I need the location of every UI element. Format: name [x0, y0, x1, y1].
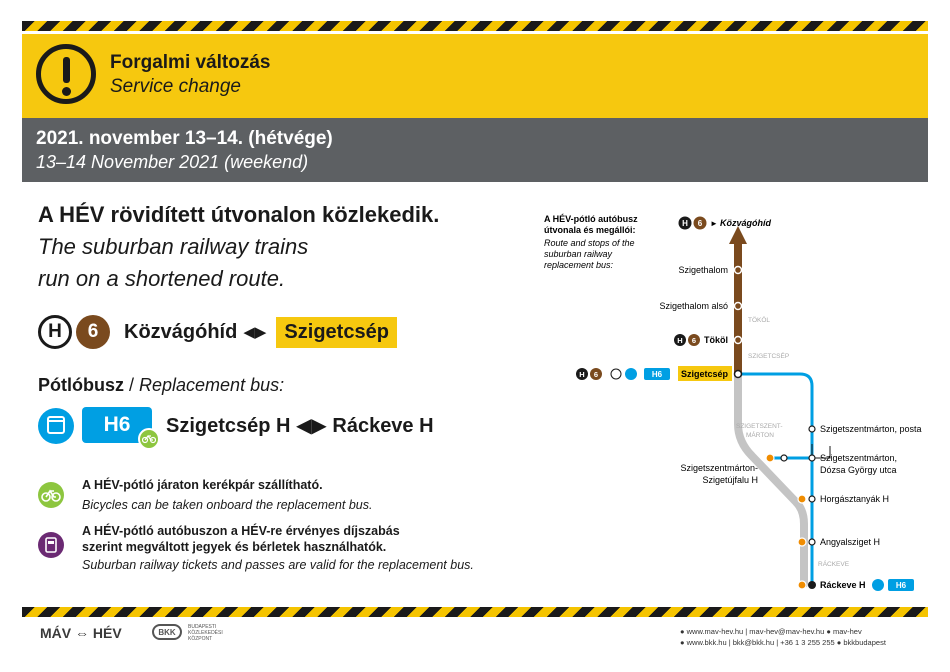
bus-stop-label: Szigetszentmárton, posta: [820, 424, 922, 434]
date-en: 13–14 November 2021 (weekend): [36, 152, 309, 172]
area-label: RÁCKEVE: [818, 561, 850, 568]
bicycle-note-en: Bicycles can be taken onboard the replacement bus.: [82, 498, 373, 512]
bus-icon: [625, 368, 637, 380]
bus-stop-marker: [809, 426, 815, 432]
map-legend-hu-2: útvonala és megállói:: [544, 225, 636, 235]
map-legend-en-1: Route and stops of the: [544, 238, 635, 248]
bus-stop-marker: [766, 454, 774, 462]
bidirectional-arrow-icon: ◀▶: [296, 415, 327, 437]
bus-stop-label: Angyalsziget H: [820, 537, 881, 547]
area-label: MÁRTON: [746, 432, 774, 439]
bicycle-icon: [138, 428, 160, 450]
stop-label-tokol: Tököl: [704, 335, 728, 345]
bus-stop-marker: [809, 539, 815, 545]
top-terminus-label: Közvágóhíd: [720, 218, 771, 228]
bicycle-note: [38, 478, 458, 518]
service-change-banner: [22, 34, 928, 118]
line-6-badge: 6: [76, 315, 110, 349]
mav-hev-logo: MÁV ⇔ HÉV: [40, 625, 122, 641]
ticket-note: [38, 524, 508, 580]
bus-route-text: [166, 413, 434, 438]
bus-stop-label: Horgásztanyák H: [820, 494, 890, 504]
ticket-note-hu-line1: A HÉV-pótló autóbuszon a HÉV-re érvényes díjszabás: [82, 524, 400, 538]
hazard-stripe-bottom: [22, 607, 928, 617]
headline-en-line1: The suburban railway trains: [38, 234, 309, 259]
map-legend-hu-1: A HÉV-pótló autóbusz: [544, 214, 638, 224]
h6-line-badge: H6: [82, 407, 152, 443]
bkk-logo-text: BUDAPESTI KÖZLEKEDÉSI KÖZPONT: [188, 624, 223, 642]
svg-text:6: 6: [691, 336, 697, 345]
bus-stop-marker: [809, 496, 815, 502]
bus-stop-label: Dózsa György utca: [820, 465, 897, 475]
svg-text:H6: H6: [895, 581, 907, 590]
bus-stop-label: Szigetújfalu H: [702, 475, 758, 485]
junction-marker: [735, 371, 742, 378]
bus-icon: [38, 408, 74, 444]
stop-marker: [735, 267, 742, 274]
bus-route-to: Ráckeve H: [332, 415, 434, 437]
bicycle-icon: [38, 482, 64, 508]
headline-en-line2: run on a shortened route.: [38, 266, 286, 291]
ticket-validator-icon: [38, 532, 64, 558]
route-map: [530, 196, 928, 606]
svg-text:H: H: [579, 370, 585, 379]
svg-text:H: H: [677, 336, 683, 345]
ticket-note-hu-line2: szerint megváltott jegyek és bérletek használhatók.: [82, 540, 387, 554]
replacement-title-hu: Pótlóbusz: [38, 375, 124, 395]
svg-text:6: 6: [593, 370, 599, 379]
bus-route-from: Szigetcsép H: [166, 415, 291, 437]
terminus-arrow-icon: [729, 226, 747, 244]
map-legend-en-2: suburban railway: [544, 249, 613, 259]
svg-text:6: 6: [697, 219, 703, 228]
svg-text:H: H: [682, 219, 688, 228]
map-legend-en-3: replacement bus:: [544, 260, 614, 270]
stop-marker: [735, 303, 742, 310]
headline-hu: A HÉV rövidített útvonalon közlekedik.: [38, 202, 440, 227]
bottom-terminus-label: Ráckeve H: [820, 580, 866, 590]
bus-stop-marker: [809, 455, 815, 461]
banner-title-en: Service change: [110, 76, 241, 97]
bkk-logo: BKK: [152, 624, 182, 640]
rail-route-row: [38, 314, 397, 350]
banner-title-hu: Forgalmi változás: [110, 52, 271, 73]
contact-bkk: ● www.bkk.hu | bkk@bkk.hu | +36 1 3 255 255 ● bkkbudapest: [680, 638, 886, 647]
contact-mav-hev: ● www.mav-hev.hu | mav-hev@mav-hev.hu ● mav-hev: [680, 627, 862, 636]
area-label: TÖKÖL: [748, 317, 771, 324]
area-label: SZIGETSZENT-: [736, 423, 783, 430]
bus-stop-label: Szigetszentmárton-: [680, 463, 758, 473]
bus-stop-marker: [798, 538, 806, 546]
terminus-marker: [808, 581, 816, 589]
bus-stop-marker: [781, 455, 787, 461]
stop-label-szigethalom: Szigethalom: [678, 265, 728, 275]
rail-route-from: Közvágóhíd: [124, 320, 238, 343]
area-label: SZIGETCSÉP: [748, 353, 790, 360]
stop-label-szigethalom-also: Szigethalom alsó: [659, 301, 728, 311]
ticket-note-en: Suburban railway tickets and passes are valid for the replacement bus.: [82, 558, 474, 572]
stop-marker: [735, 337, 742, 344]
warning-icon: [36, 44, 96, 104]
hev-logo-text: HÉV: [92, 625, 122, 641]
bicycle-note-hu: A HÉV-pótló járaton kerékpár szállítható.: [82, 478, 323, 492]
replacement-bus-title: [38, 375, 284, 396]
hazard-stripe-top: [22, 21, 928, 31]
svg-text:►: ►: [710, 219, 718, 228]
bus-stop-label: Szigetszentmárton,: [820, 453, 898, 463]
date-band: [22, 118, 928, 182]
title-separator: /: [124, 375, 140, 395]
bus-icon: [872, 579, 884, 591]
bus-stop-marker: [798, 581, 806, 589]
rail-route-to: Szigetcsép: [276, 317, 396, 348]
bidirectional-arrow-icon: ◀▶: [243, 324, 267, 341]
mav-logo-text: MÁV: [40, 625, 72, 641]
hev-symbol-icon: H: [38, 315, 72, 349]
junction-label: Szigetcsép: [681, 369, 729, 379]
svg-text:H6: H6: [651, 370, 663, 379]
replacement-title-en: Replacement bus:: [139, 375, 285, 395]
bicycle-icon: [611, 369, 621, 379]
date-hu: 2021. november 13–14. (hétvége): [36, 128, 333, 149]
bus-stop-marker: [798, 495, 806, 503]
